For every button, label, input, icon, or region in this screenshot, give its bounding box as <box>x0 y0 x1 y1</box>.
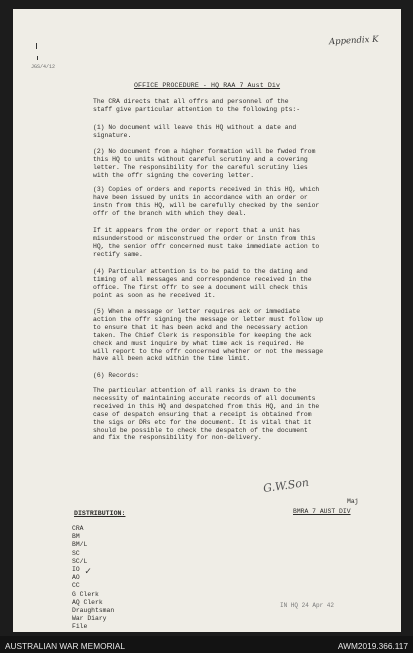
point-6-heading: (6) Records: <box>93 372 140 379</box>
list-item: War Diary <box>72 615 107 623</box>
list-item: BM/L <box>72 541 88 549</box>
ink-mark <box>36 43 37 49</box>
list-item: SC/L <box>72 557 88 565</box>
point-2: (2) No document from a higher formation will be fwded from this HQ to units without careful scrutiny and a covering letter. The responsibility for the careful scrutiny lies with the offr signing the covering letter. <box>93 148 316 179</box>
intro-paragraph: The CRA directs that all offrs and personnel of the staff give particular attention to the following pts:- <box>93 98 301 113</box>
footer-catalog-id: AWM2019.366.117 <box>337 641 408 651</box>
document-page <box>13 9 401 632</box>
list-item: AQ Clerk <box>72 598 103 606</box>
point-6: The particular attention of all ranks is drawn to the necessity of maintaining accurate records of all documents received in this HQ and despatched from this HQ, and in the case of despatch ensuring that a receipt is obtained from the sigs or DRs etc for the document. It is vital that it should be possible to check the despatch of the document and fix the responsibility for non-delivery. <box>93 387 320 442</box>
handwritten-signature: G.W.Son <box>262 475 310 496</box>
point-3-continued: If it appears from the order or report that a unit has misunderstood or misconstrued the order or instn from this HQ, the senior offr concerned must take immediate action to rectify same. <box>93 227 320 258</box>
list-item: CRA <box>72 525 84 532</box>
list-item: Draughtsman <box>72 607 115 615</box>
distribution-list <box>72 525 114 632</box>
footer-institution: AUSTRALIAN WAR MEMORIAL <box>5 641 126 651</box>
signatory-rank: Maj <box>347 498 359 505</box>
list-item: SC <box>72 549 80 557</box>
signatory-unit: BMRA 7 AUST DIV <box>293 508 351 515</box>
received-date-stamp: IN HQ 24 Apr 42 <box>280 602 335 609</box>
point-1: (1) No document will leave this HQ without a date and signature. <box>93 124 297 139</box>
list-item: BM <box>72 533 80 541</box>
point-4: (4) Particular attention is to be paid to the dating and timing of all messages and correspondence received in the office. The first offr to see a document will check this point as soon as he received it. <box>93 268 312 299</box>
ink-mark <box>37 56 38 60</box>
point-5: (5) When a message or letter requires ack or immediate action the offr signing the message or letter must follow up to ensure that it has been ackd and the necessary action taken. The Chief Clerk is responsible for keeping the ack check and must inquire by what time ack is required. He will report to the offr concerned whether or not the message have all been ackd within the time limit. <box>93 308 324 363</box>
reference-stamp: JGS/4/12 <box>31 64 56 70</box>
distribution-heading: DISTRIBUTION: <box>74 510 126 517</box>
list-item: AO <box>72 574 80 582</box>
document-title: OFFICE PROCEDURE - HQ RAA 7 Aust Div <box>133 82 281 89</box>
point-3: (3) Copies of orders and reports received in this HQ, which have been issued by units in accordance with an order or instn from this HQ, will be carefully checked by the senior offr of the branch with which they deal. <box>93 186 320 217</box>
list-item: File <box>72 623 88 631</box>
appendix-annotation: Appendix K <box>329 34 380 48</box>
list-item: G Clerk <box>72 590 99 598</box>
check-mark-icon: ✓ <box>85 567 92 578</box>
list-item: IO <box>72 566 80 574</box>
list-item: CC <box>72 582 80 590</box>
